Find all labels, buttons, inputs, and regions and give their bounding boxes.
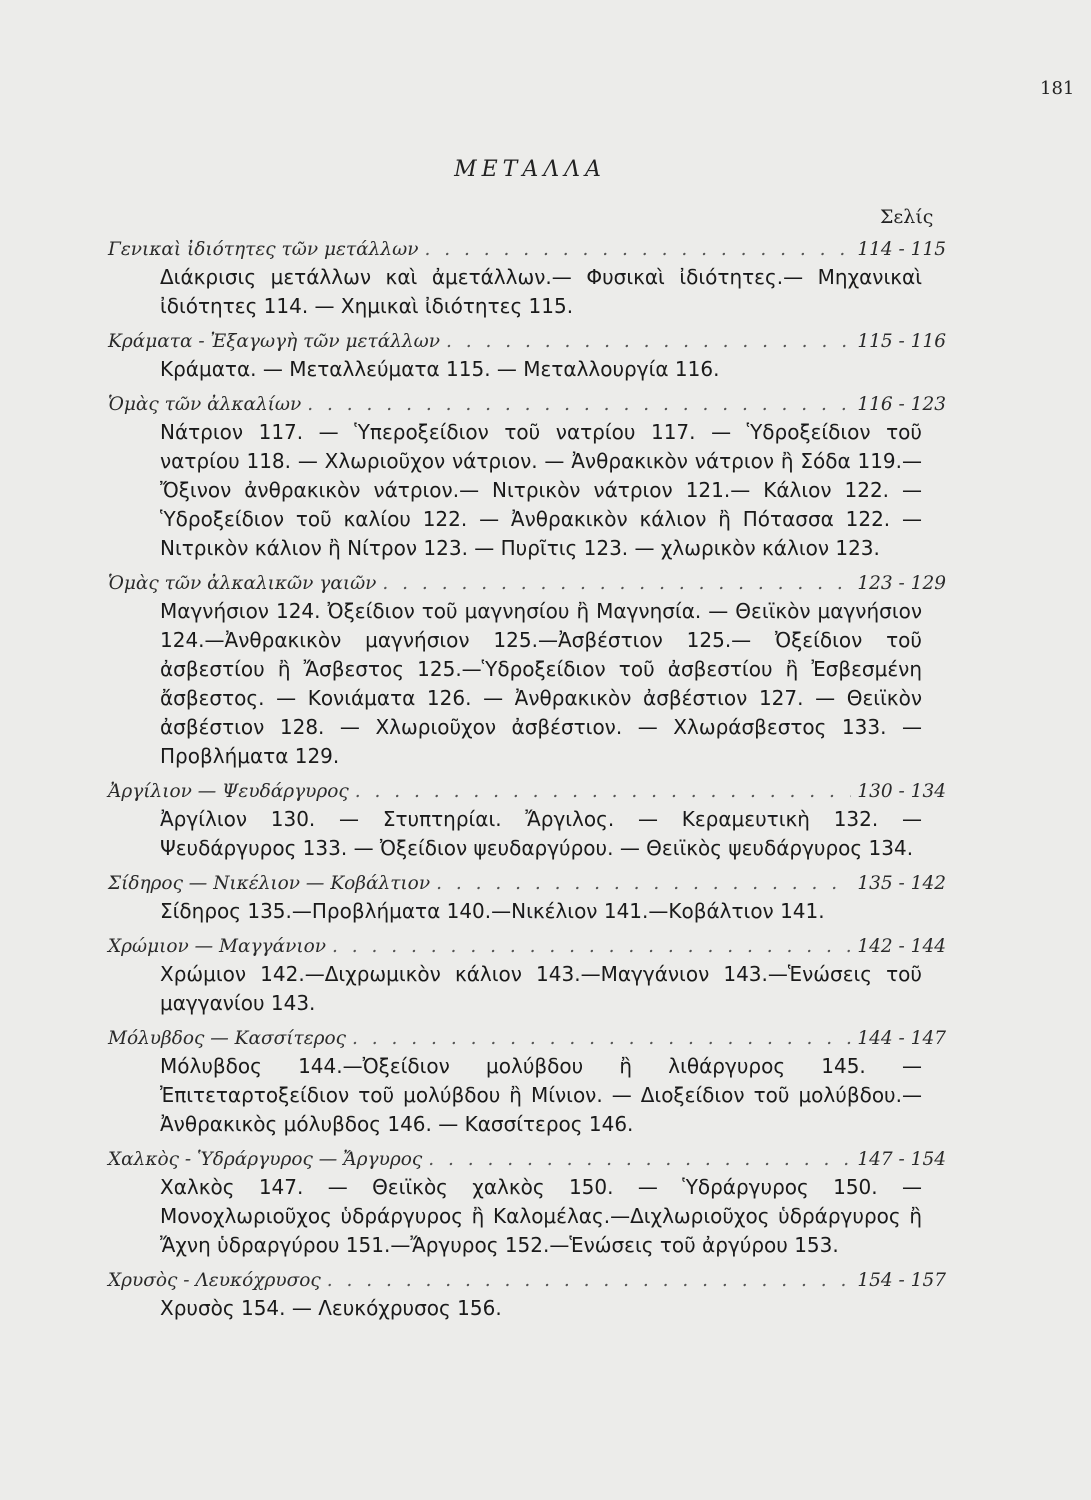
page-title: ΜΕΤΑΛΛΑ: [454, 157, 606, 182]
toc-entry-pages: 115 - 116: [857, 331, 946, 352]
dot-leader: [332, 933, 851, 960]
dot-leader: [355, 778, 852, 805]
toc-entry: [108, 570, 946, 771]
toc-entry-heading: Κράματα - Ἐξαγωγὴ τῶν μετάλλων: [108, 331, 440, 352]
dot-leader: [446, 328, 851, 355]
toc-entry-heading-row: [108, 933, 946, 960]
toc-entry: [108, 1146, 946, 1260]
dot-leader: [307, 391, 851, 418]
toc-entry-subtopics: Μόλυβδος 144.—Ὀξείδιον μολύβδου ἢ λιθάργυρος 145. — Ἐπιτεταρτοξείδιον τοῦ μολύβδου ἢ Μίνιον. — Διοξείδιον τοῦ μολύβδου.— Ἀνθρακικὸς μόλυβδος 146. — Κασσίτερος 146.: [160, 1054, 922, 1136]
toc-entry-heading-row: [108, 1025, 946, 1052]
pages-column-header: Σελίς: [880, 206, 934, 228]
toc-entry-pages: 135 - 142: [857, 873, 946, 894]
toc-entry: [108, 391, 946, 563]
toc-entry-heading-row: [108, 236, 946, 263]
toc-entry: [108, 870, 946, 926]
toc-entry-pages: 123 - 129: [857, 573, 946, 594]
dot-leader: [352, 1025, 851, 1052]
toc-entry-pages: 142 - 144: [857, 936, 946, 957]
toc-entry-pages: 144 - 147: [857, 1028, 946, 1049]
toc-entry-pages: 116 - 123: [857, 394, 946, 415]
toc-entry-subtopics: Ἀργίλιον 130. — Στυπτηρίαι. Ἄργιλος. — Κεραμευτικὴ 132. — Ψευδάργυρος 133. — Ὀξείδιον ψευδαργύρου. — Θειϊκὸς ψευδάργυρος 134.: [160, 807, 922, 860]
toc-entry-pages: 147 - 154: [857, 1149, 946, 1170]
toc-entry: [108, 236, 946, 321]
toc-entry-subtopics: Διάκρισις μετάλλων καὶ ἀμετάλλων.— Φυσικαὶ ἰδιότητες.— Μηχανικαὶ ἰδιότητες 114. — Χημικαὶ ἰδιότητες 115.: [160, 265, 922, 318]
toc-entry-pages: 130 - 134: [857, 781, 946, 802]
dot-leader: [428, 1146, 851, 1173]
toc-entry-heading-row: [108, 570, 946, 597]
toc-entry-heading: Χαλκὸς - Ὑδράργυρος — Ἄργυρος: [108, 1149, 423, 1170]
toc-entry-heading-row: [108, 778, 946, 805]
toc-entry-heading-row: [108, 328, 946, 355]
toc-entry-heading: Ὁμὰς τῶν ἀλκαλίων: [108, 394, 302, 415]
toc-entry-heading: Ἀργίλιον — Ψευδάργυρος: [108, 781, 349, 802]
toc-entry-heading-row: [108, 1267, 946, 1294]
toc-entry-subtopics: Σίδηρος 135.—Προβλήματα 140.—Νικέλιον 141.—Κοβάλτιον 141.: [160, 899, 825, 923]
toc-entry-heading-row: [108, 391, 946, 418]
toc-entry-heading: Γενικαὶ ἰδιότητες τῶν μετάλλων: [108, 239, 419, 260]
table-of-contents: [108, 236, 946, 1330]
page-number: 181: [1040, 78, 1075, 99]
toc-entry-heading-row: [108, 870, 946, 897]
dot-leader: [424, 236, 851, 263]
toc-entry-subtopics: Χρυσὸς 154. — Λευκόχρυσος 156.: [160, 1296, 502, 1320]
toc-entry-subtopics: Κράματα. — Μεταλλεύματα 115. — Μεταλλουργία 116.: [160, 357, 720, 381]
toc-entry-heading: Σίδηρος — Νικέλιον — Κοβάλτιον: [108, 873, 431, 894]
dot-leader: [436, 870, 851, 897]
toc-entry-pages: 114 - 115: [857, 239, 946, 260]
dot-leader: [382, 570, 851, 597]
toc-entry-heading: Χρώμιον — Μαγγάνιον: [108, 936, 326, 957]
toc-entry: [108, 1025, 946, 1139]
dot-leader: [327, 1267, 852, 1294]
toc-entry-heading: Ὁμὰς τῶν ἀλκαλικῶν γαιῶν: [108, 573, 377, 594]
toc-entry-subtopics: Χρώμιον 142.—Διχρωμικὸν κάλιον 143.—Μαγγάνιον 143.—Ἑνώσεις τοῦ μαγγανίου 143.: [160, 962, 922, 1015]
toc-entry: [108, 778, 946, 863]
toc-entry-subtopics: Μαγνήσιον 124. Ὀξείδιον τοῦ μαγνησίου ἢ Μαγνησία. — Θειϊκὸν μαγνήσιον 124.—Ἀνθρακικὸν μαγνήσιον 125.—Ἀσβέστιον 125.— Ὀξείδιον τοῦ ἀσβεστίου ἢ Ἄσβεστος 125.—Ὑδροξείδιον τοῦ ἀσβεστίου ἢ Ἐσβεσμένη ἄσβεστος. — Κονιάματα 126. — Ἀνθρακικὸν ἀσβέστιον 127. — Θειϊκὸν ἀσβέστιον 128. — Χλωριοῦχον ἀσβέστιον. — Χλωράσβεστος 133. — Προβλήματα 129.: [160, 599, 922, 768]
toc-entry-heading-row: [108, 1146, 946, 1173]
toc-entry: [108, 933, 946, 1018]
toc-entry-subtopics: Νάτριον 117. — Ὑπεροξείδιον τοῦ νατρίου 117. — Ὑδροξείδιον τοῦ νατρίου 118. — Χλωριοῦχον νάτριον. — Ἀνθρακικὸν νάτριον ἢ Σόδα 119.—Ὄξινον ἀνθρακικὸν νάτριον.— Νιτρικὸν νάτριον 121.— Κάλιον 122. — Ὑδροξείδιον τοῦ καλίου 122. — Ἀνθρακικὸν κάλιον ἢ Πότασσα 122. — Νιτρικὸν κάλιον ἢ Νίτρον 123. — Πυρῖτις 123. — χλωρικὸν κάλιον 123.: [160, 420, 922, 560]
toc-entry-subtopics: Χαλκὸς 147. — Θειϊκὸς χαλκὸς 150. — Ὑδράργυρος 150. — Μονοχλωριοῦχος ὑδράργυρος ἢ Καλομέλας.—Διχλωριοῦχος ὑδράργυρος ἢ Ἄχνη ὑδραργύρου 151.—Ἄργυρος 152.—Ἑνώσεις τοῦ ἀργύρου 153.: [160, 1175, 922, 1257]
toc-entry: [108, 328, 946, 384]
toc-entry-heading: Μόλυβδος — Κασσίτερος: [108, 1028, 347, 1049]
toc-entry-heading: Χρυσὸς - Λευκόχρυσος: [108, 1270, 321, 1291]
toc-entry: [108, 1267, 946, 1323]
toc-entry-pages: 154 - 157: [857, 1270, 946, 1291]
